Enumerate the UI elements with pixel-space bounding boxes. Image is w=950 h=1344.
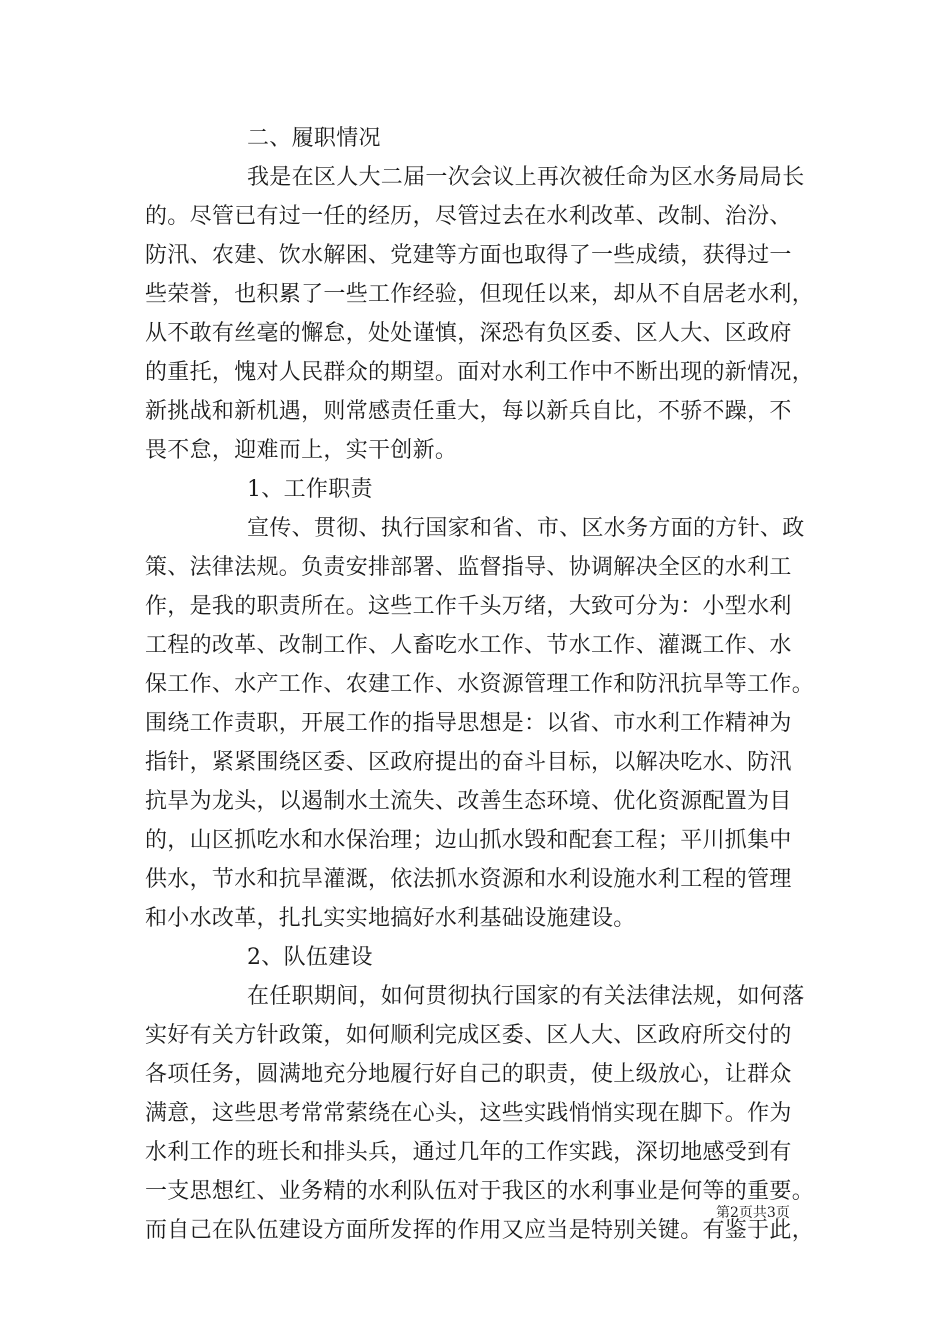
paragraph-line: 畏不怠，迎难而上，实干创新。 xyxy=(145,438,458,463)
paragraph-line: 些荣誉，也积累了一些工作经验，但现任以来，却从不自居老水利， xyxy=(145,282,815,307)
paragraph-line: 供水，节水和抗旱灌溉，依法抓水资源和水利设施水利工程的管理 xyxy=(145,867,792,892)
paragraph-line: 的重托，愧对人民群众的期望。面对水利工作中不断出现的新情况， xyxy=(145,360,815,385)
paragraph-line: 保工作、水产工作、农建工作、水资源管理工作和防汛抗旱等工作。 xyxy=(145,672,815,697)
subsection-heading: 1、工作职责 xyxy=(247,477,373,502)
paragraph-line: 各项任务，圆满地充分地履行好自己的职责，使上级放心，让群众 xyxy=(145,1062,792,1087)
paragraph-line: 围绕工作责职，开展工作的指导思想是：以省、市水利工作精神为 xyxy=(145,711,792,736)
paragraph-line: 作，是我的职责所在。这些工作千头万绪，大致可分为：小型水利 xyxy=(145,594,792,619)
paragraph-line: 防汛、农建、饮水解困、党建等方面也取得了一些成绩，获得过一 xyxy=(145,243,792,268)
paragraph-line: 从不敢有丝毫的懈怠，处处谨慎，深恐有负区委、区人大、区政府 xyxy=(145,321,792,346)
paragraph-line: 一支思想红、业务精的水利队伍对于我区的水利事业是何等的重要。 xyxy=(145,1179,815,1204)
paragraph-line: 指针，紧紧围绕区委、区政府提出的奋斗目标，以解决吃水、防汛 xyxy=(145,750,792,775)
paragraph-line: 新挑战和新机遇，则常感责任重大，每以新兵自比，不骄不躁，不 xyxy=(145,399,792,424)
paragraph-line: 工程的改革、改制工作、人畜吃水工作、节水工作、灌溉工作、水 xyxy=(145,633,792,658)
paragraph-line: 的。尽管已有过一任的经历，尽管过去在水利改革、改制、治汾、 xyxy=(145,204,792,229)
paragraph-line: 抗旱为龙头，以遏制水土流失、改善生态环境、优化资源配置为目 xyxy=(145,789,792,814)
paragraph-line: 而自己在队伍建设方面所发挥的作用又应当是特别关键。有鉴于此， xyxy=(145,1218,815,1243)
paragraph-line: 我是在区人大二届一次会议上再次被任命为区水务局局长 xyxy=(247,165,805,190)
paragraph-line: 实好有关方针政策，如何顺利完成区委、区人大、区政府所交付的 xyxy=(145,1023,792,1048)
paragraph-line: 在任职期间，如何贯彻执行国家的有关法律法规，如何落 xyxy=(247,984,805,1009)
paragraph-line: 和小水改革，扎扎实实地搞好水利基础设施建设。 xyxy=(145,906,636,931)
paragraph-line: 水利工作的班长和排头兵，通过几年的工作实践，深切地感受到有 xyxy=(145,1140,792,1165)
paragraph-line: 策、法律法规。负责安排部署、监督指导、协调解决全区的水利工 xyxy=(145,555,792,580)
section-heading: 二、履职情况 xyxy=(247,126,381,151)
subsection-heading: 2、队伍建设 xyxy=(247,945,373,970)
page-number-footer: 第2页共3页 xyxy=(716,1205,790,1221)
paragraph-line: 宣传、贯彻、执行国家和省、市、区水务方面的方针、政 xyxy=(247,516,805,541)
paragraph-line: 的，山区抓吃水和水保治理；边山抓水毁和配套工程；平川抓集中 xyxy=(145,828,792,853)
paragraph-line: 满意，这些思考常常萦绕在心头，这些实践悄悄实现在脚下。作为 xyxy=(145,1101,792,1126)
